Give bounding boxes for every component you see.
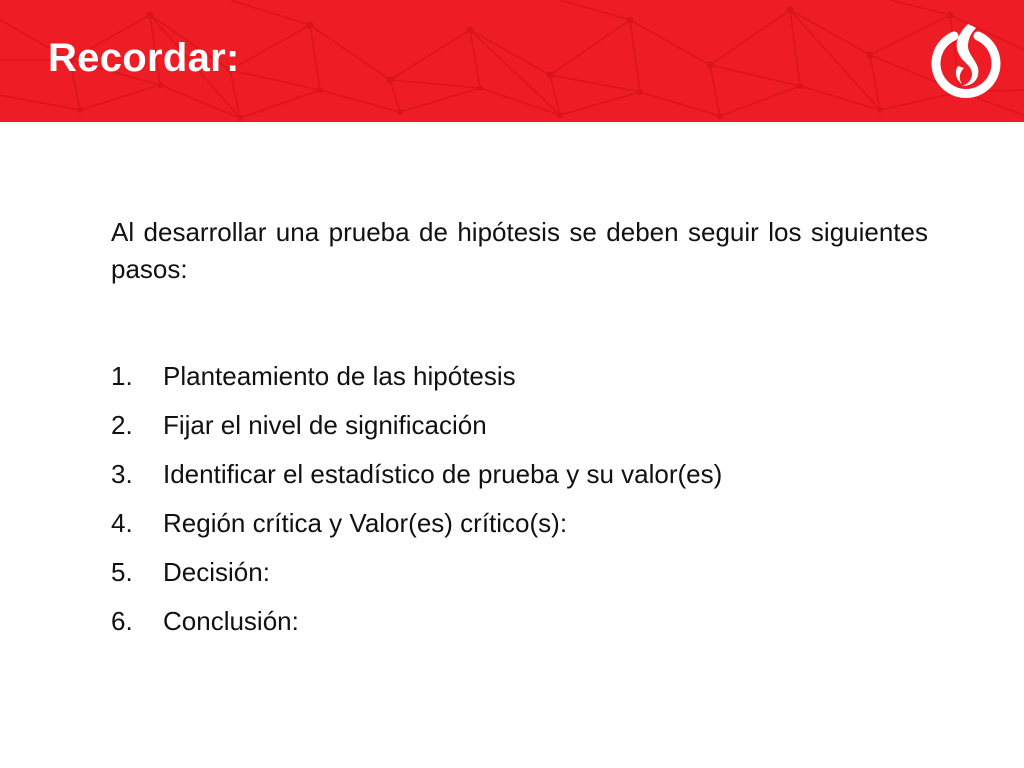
step-text: Región crítica y Valor(es) crítico(s):	[163, 508, 568, 538]
step-text: Fijar el nivel de significación	[163, 410, 487, 440]
step-text: Decisión:	[163, 557, 270, 587]
step-text: Planteamiento de las hipótesis	[163, 361, 516, 391]
list-item	[111, 401, 928, 450]
header-band	[0, 0, 1024, 122]
step-number: 4.	[111, 508, 133, 538]
steps-list	[111, 352, 928, 646]
list-item	[111, 499, 928, 548]
list-item	[111, 548, 928, 597]
slide-body	[111, 214, 928, 636]
step-number: 3.	[111, 459, 133, 489]
slide-title: Recordar:	[48, 36, 240, 80]
intro-paragraph: Al desarrollar una prueba de hipótesis se deben seguir los siguientes pasos:	[111, 217, 928, 284]
step-number: 6.	[111, 606, 133, 636]
step-text: Identificar el estadístico de prueba y su valor(es)	[163, 459, 723, 489]
list-item	[111, 450, 928, 499]
step-number: 1.	[111, 361, 133, 391]
step-text: Conclusión:	[163, 606, 299, 636]
list-item	[111, 352, 928, 401]
step-number: 2.	[111, 410, 133, 440]
university-flame-logo-icon	[928, 20, 1004, 104]
step-number: 5.	[111, 557, 133, 587]
list-item	[111, 597, 928, 646]
